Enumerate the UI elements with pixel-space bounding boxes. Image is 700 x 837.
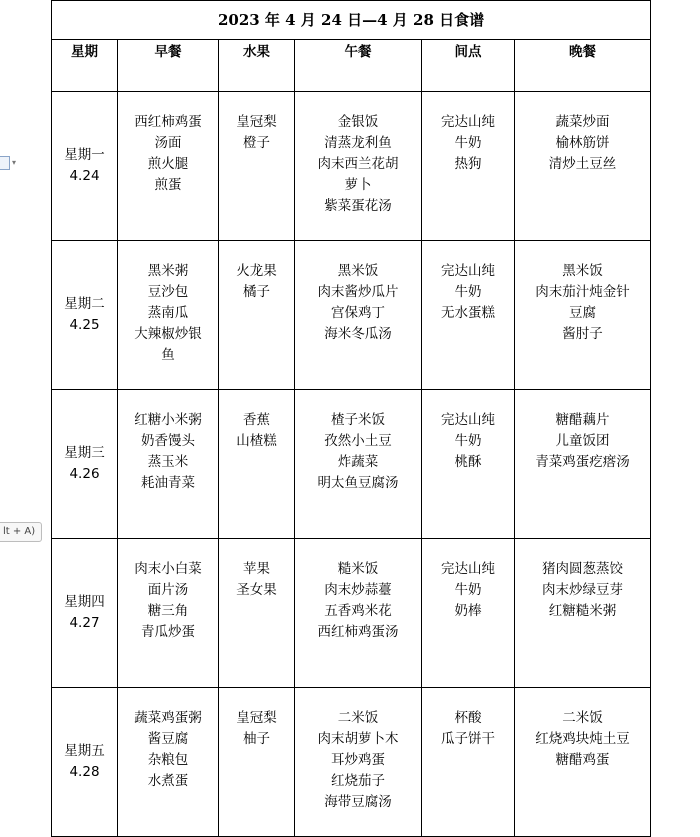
weekday-name: 星期三 xyxy=(64,445,105,461)
weekday-cell xyxy=(52,688,118,837)
day-row xyxy=(52,241,651,390)
weekday-date: 4.26 xyxy=(69,466,100,482)
breakfast-cell xyxy=(118,688,219,837)
lunch-item: 耳炒鸡蛋 xyxy=(331,752,385,768)
breakfast-cell xyxy=(118,390,219,539)
lunch-item: 二米饭 xyxy=(337,710,379,726)
breakfast-item: 大辣椒炒银 xyxy=(134,326,202,342)
dinner-cell xyxy=(515,92,651,241)
weekday-name: 星期一 xyxy=(64,147,105,163)
weekday-cell xyxy=(52,539,118,688)
fruit-cell xyxy=(219,539,295,688)
breakfast-item: 黑米粥 xyxy=(147,263,189,279)
header-dinner: 晚餐 xyxy=(515,40,651,92)
snack-cell xyxy=(422,241,515,390)
breakfast-item: 蔬菜鸡蛋粥 xyxy=(134,710,202,726)
lunch-item: 肉末胡萝卜木 xyxy=(317,731,399,747)
dinner-item: 清炒土豆丝 xyxy=(548,156,617,172)
fruit-item: 橙子 xyxy=(243,135,270,151)
dinner-cell xyxy=(515,390,651,539)
snack-item: 牛奶 xyxy=(454,582,482,598)
breakfast-item: 红糖小米粥 xyxy=(134,412,202,428)
dinner-item: 蔬菜炒面 xyxy=(555,114,610,130)
lunch-item: 肉末酱炒瓜片 xyxy=(317,284,399,300)
dinner-item: 肉末炒绿豆芽 xyxy=(542,582,624,598)
dinner-item: 酱肘子 xyxy=(562,326,603,342)
lunch-item: 海带豆腐汤 xyxy=(324,794,392,810)
document-icon[interactable]: ▾ xyxy=(0,152,20,172)
dinner-item: 糖醋鸡蛋 xyxy=(555,752,610,768)
breakfast-item: 青瓜炒蛋 xyxy=(141,624,195,640)
day-row xyxy=(52,390,651,539)
snack-item: 杯酸 xyxy=(454,710,482,726)
dinner-item: 豆腐 xyxy=(569,305,597,321)
snack-item: 奶棒 xyxy=(454,603,482,619)
lunch-item: 西红柿鸡蛋汤 xyxy=(317,624,399,640)
fruit-item: 圣女果 xyxy=(236,582,277,598)
weekday-cell xyxy=(52,390,118,539)
snack-item: 牛奶 xyxy=(454,433,482,449)
breakfast-item: 水煮蛋 xyxy=(147,773,189,789)
dinner-item: 二米饭 xyxy=(562,710,603,726)
weekday-name: 星期五 xyxy=(64,743,105,759)
lunch-cell xyxy=(295,539,422,688)
day-row xyxy=(52,92,651,241)
snack-cell xyxy=(422,688,515,837)
shortcut-hint: lt + A) xyxy=(0,522,42,542)
fruit-item: 苹果 xyxy=(243,561,270,577)
breakfast-item: 面片汤 xyxy=(147,582,189,598)
fruit-item: 柚子 xyxy=(243,731,270,747)
breakfast-cell xyxy=(118,539,219,688)
lunch-item: 宫保鸡丁 xyxy=(331,305,385,321)
breakfast-item: 蒸南瓜 xyxy=(147,305,189,321)
menu-title: 2023 年 4 月 24 日—4 月 28 日食谱 xyxy=(52,1,651,40)
lunch-item: 紫菜蛋花汤 xyxy=(324,198,392,214)
breakfast-cell xyxy=(118,92,219,241)
snack-item: 牛奶 xyxy=(454,135,482,151)
fruit-item: 山楂糕 xyxy=(236,433,277,449)
weekday-date: 4.24 xyxy=(69,168,100,184)
weekday-name: 星期二 xyxy=(64,296,105,312)
lunch-item: 萝卜 xyxy=(344,177,372,193)
dinner-cell xyxy=(515,241,651,390)
lunch-item: 肉末炒蒜薹 xyxy=(324,582,392,598)
snack-item: 桃酥 xyxy=(454,454,482,470)
breakfast-item: 煎火腿 xyxy=(147,156,189,172)
snack-item: 完达山纯 xyxy=(441,412,495,428)
lunch-item: 楂子米饭 xyxy=(331,412,385,428)
lunch-item: 炸蔬菜 xyxy=(337,454,379,470)
fruit-item: 皇冠梨 xyxy=(236,710,277,726)
lunch-item: 黑米饭 xyxy=(337,263,379,279)
lunch-item: 明太鱼豆腐汤 xyxy=(317,475,399,491)
weekday-name: 星期四 xyxy=(64,594,105,610)
lunch-item: 糙米饭 xyxy=(337,561,379,577)
fruit-item: 火龙果 xyxy=(236,263,277,279)
header-lunch: 午餐 xyxy=(295,40,422,92)
breakfast-item: 肉末小白菜 xyxy=(134,561,202,577)
fruit-cell xyxy=(219,688,295,837)
dinner-item: 红糖糙米粥 xyxy=(548,603,617,619)
snack-cell xyxy=(422,92,515,241)
header-fruit: 水果 xyxy=(219,40,295,92)
snack-cell xyxy=(422,390,515,539)
snack-item: 无水蛋糕 xyxy=(441,305,495,321)
weekday-cell xyxy=(52,92,118,241)
weekday-date: 4.27 xyxy=(69,615,100,631)
breakfast-item: 奶香馒头 xyxy=(141,433,195,449)
snack-item: 完达山纯 xyxy=(441,561,495,577)
fruit-cell xyxy=(219,390,295,539)
breakfast-item: 耗油青菜 xyxy=(141,475,195,491)
weekday-date: 4.28 xyxy=(69,764,100,780)
breakfast-item: 糖三角 xyxy=(147,603,189,619)
breakfast-cell xyxy=(118,241,219,390)
breakfast-item: 汤面 xyxy=(154,135,182,151)
dinner-item: 榆林筋饼 xyxy=(555,135,610,151)
dinner-item: 黑米饭 xyxy=(562,263,603,279)
lunch-item: 孜然小土豆 xyxy=(324,433,392,449)
day-row xyxy=(52,539,651,688)
lunch-cell xyxy=(295,390,422,539)
lunch-item: 肉末西兰花胡 xyxy=(317,156,399,172)
snack-item: 瓜子饼干 xyxy=(441,731,495,747)
dinner-item: 红烧鸡块炖土豆 xyxy=(535,731,630,747)
dinner-item: 猪肉圆葱蒸饺 xyxy=(542,561,624,577)
weekday-cell xyxy=(52,241,118,390)
snack-item: 完达山纯 xyxy=(441,263,495,279)
weekday-date: 4.25 xyxy=(69,317,100,333)
lunch-item: 红烧茄子 xyxy=(331,773,385,789)
header-weekday: 星期 xyxy=(52,40,118,92)
dinner-item: 青菜鸡蛋疙瘩汤 xyxy=(535,454,630,470)
lunch-item: 清蒸龙利鱼 xyxy=(324,135,392,151)
lunch-item: 金银饭 xyxy=(337,114,379,130)
dinner-item: 糖醋藕片 xyxy=(555,412,610,428)
breakfast-item: 酱豆腐 xyxy=(147,731,189,747)
breakfast-item: 豆沙包 xyxy=(147,284,189,300)
fruit-item: 皇冠梨 xyxy=(236,114,277,130)
dinner-cell xyxy=(515,539,651,688)
header-snack: 间点 xyxy=(422,40,515,92)
breakfast-item: 西红柿鸡蛋 xyxy=(134,114,202,130)
fruit-item: 橘子 xyxy=(243,284,270,300)
dinner-item: 儿童饭团 xyxy=(555,433,610,449)
fruit-cell xyxy=(219,92,295,241)
snack-item: 完达山纯 xyxy=(441,114,495,130)
dinner-cell xyxy=(515,688,651,837)
breakfast-item: 鱼 xyxy=(161,347,175,363)
lunch-item: 五香鸡米花 xyxy=(324,603,392,619)
breakfast-item: 蒸玉米 xyxy=(147,454,189,470)
snack-cell xyxy=(422,539,515,688)
lunch-cell xyxy=(295,241,422,390)
lunch-item: 海米冬瓜汤 xyxy=(324,326,392,342)
breakfast-item: 杂粮包 xyxy=(147,752,189,768)
dinner-item: 肉末茄汁炖金针 xyxy=(535,284,630,300)
header-breakfast: 早餐 xyxy=(118,40,219,92)
day-row xyxy=(52,688,651,837)
snack-item: 牛奶 xyxy=(454,284,482,300)
lunch-cell xyxy=(295,92,422,241)
snack-item: 热狗 xyxy=(454,156,482,172)
fruit-item: 香蕉 xyxy=(243,412,270,428)
fruit-cell xyxy=(219,241,295,390)
weekly-menu-table xyxy=(51,0,651,837)
lunch-cell xyxy=(295,688,422,837)
breakfast-item: 煎蛋 xyxy=(154,177,182,193)
